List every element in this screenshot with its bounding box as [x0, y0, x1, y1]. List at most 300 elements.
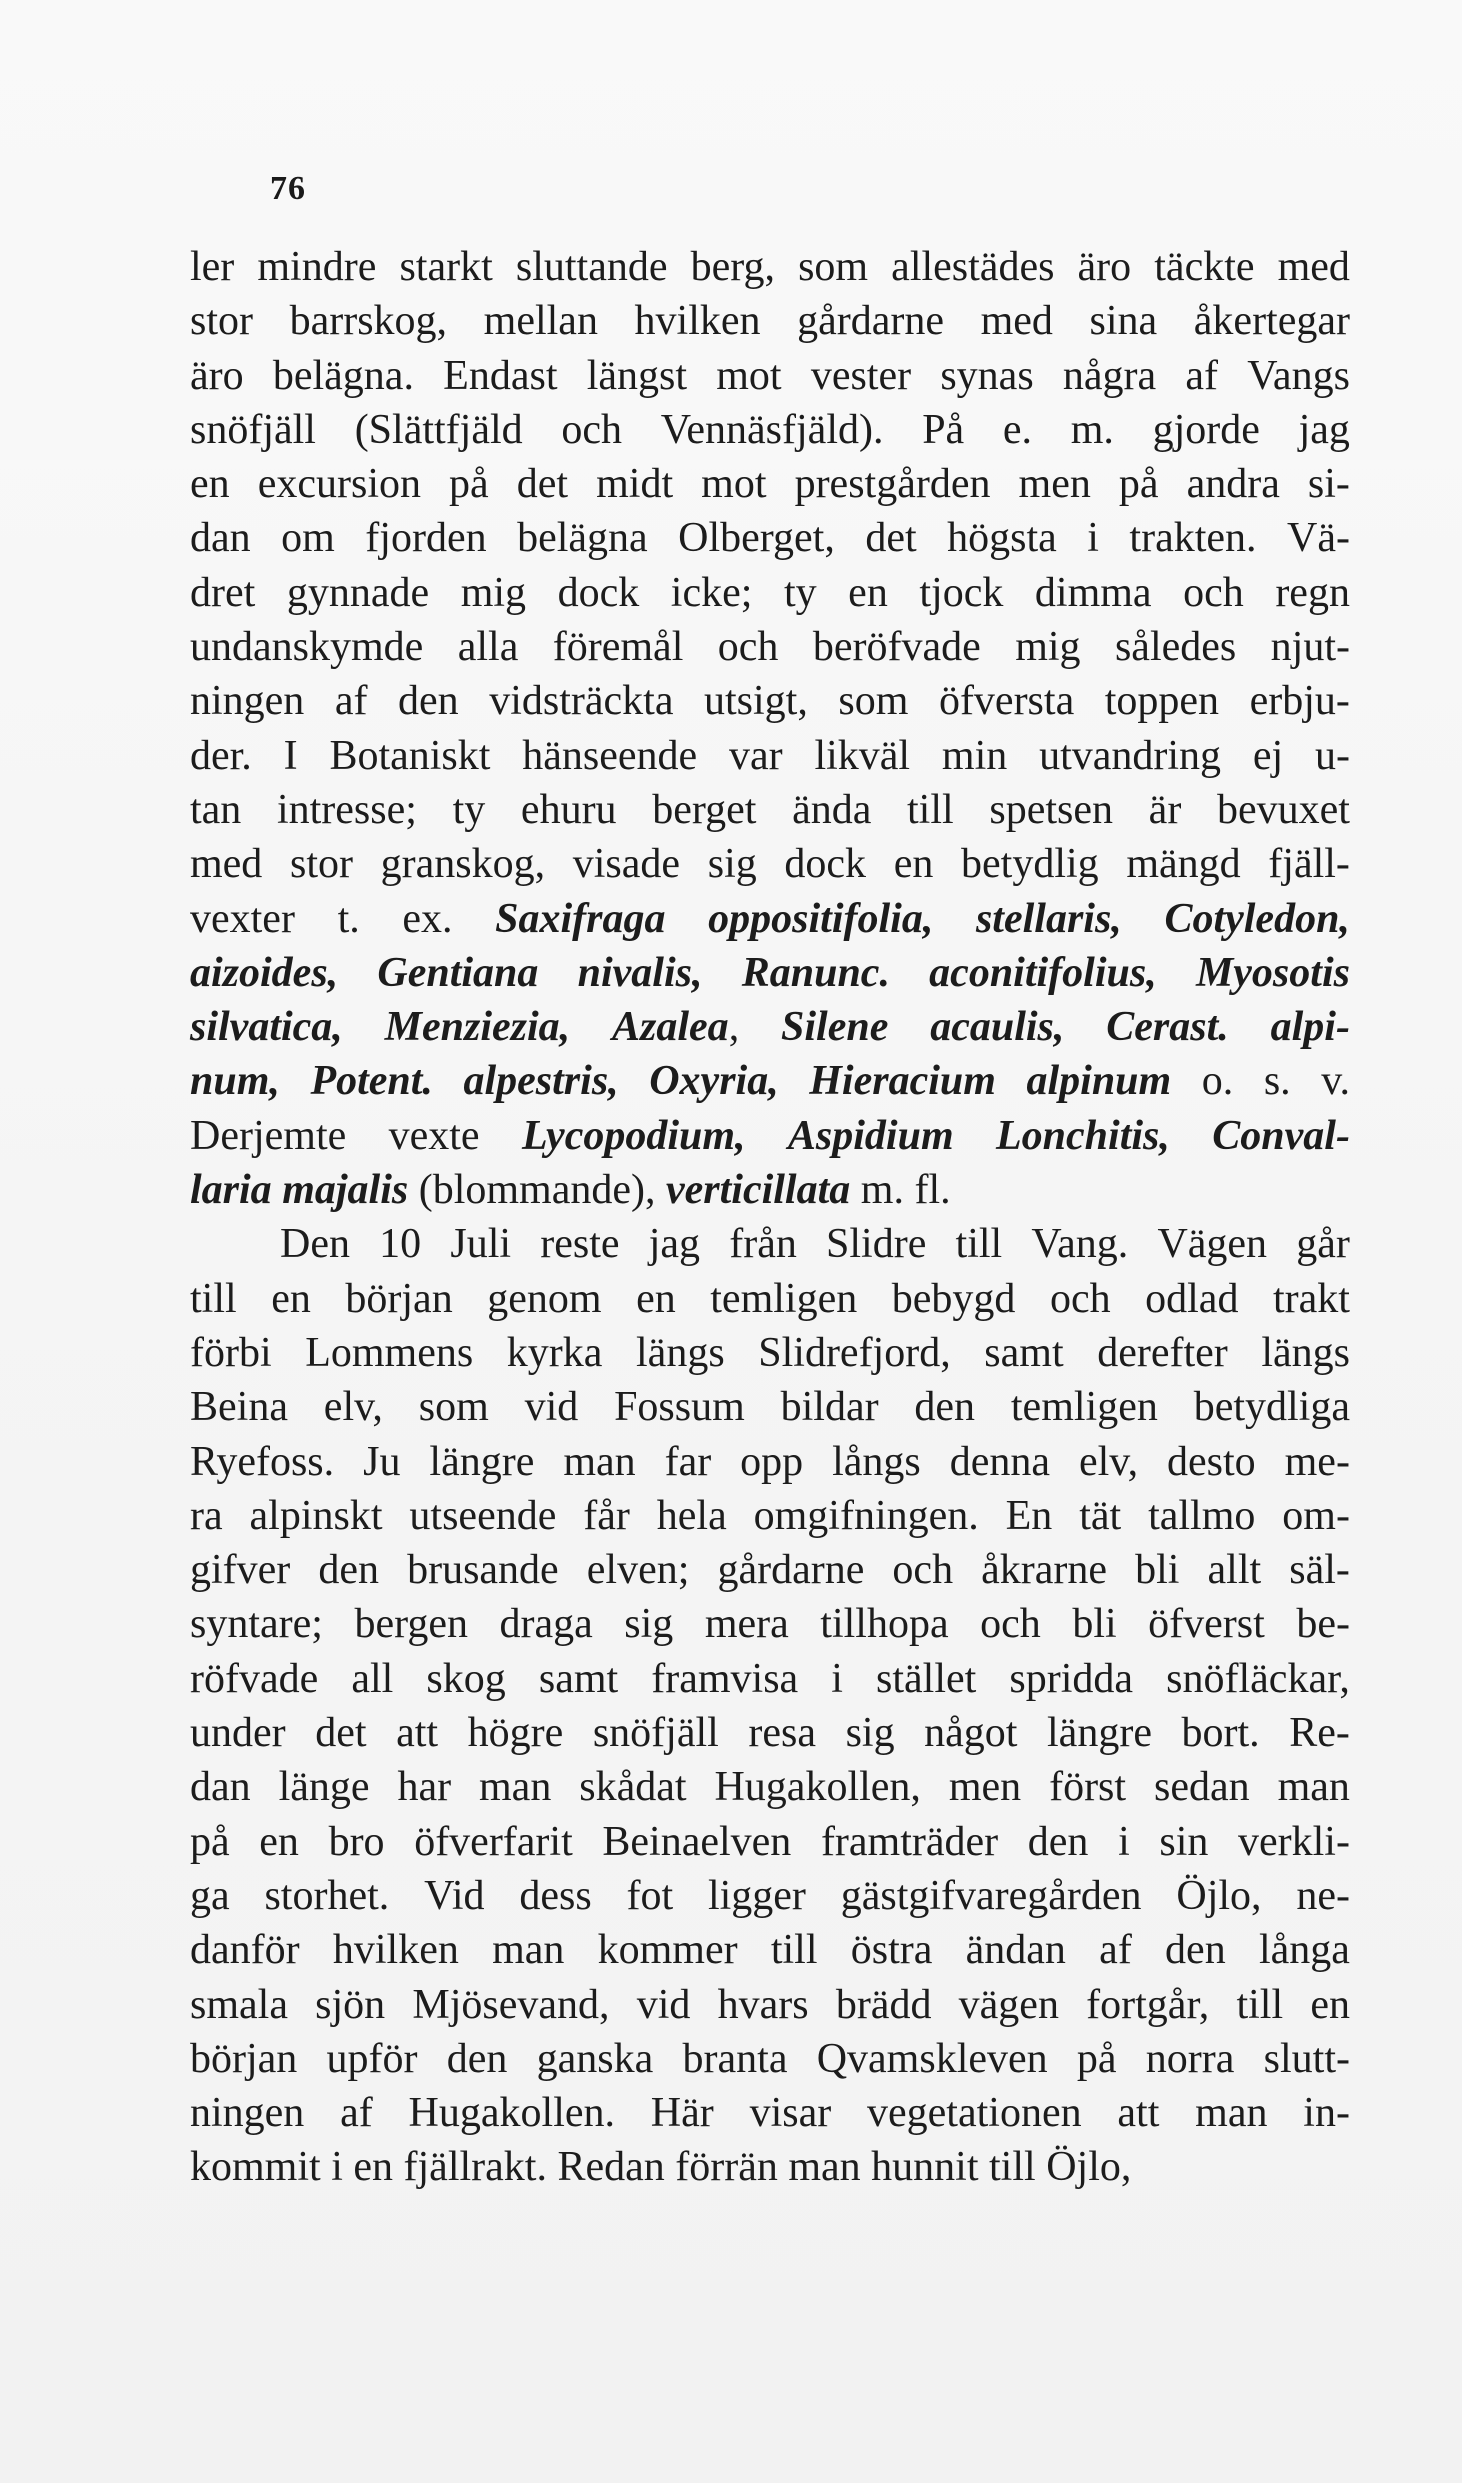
text-word: e.	[1002, 406, 1033, 453]
text-word: 10	[379, 1221, 422, 1268]
text-word: alpinum	[1026, 1058, 1172, 1105]
text-word: Hugakollen.	[408, 2090, 615, 2137]
text-word: röfvade	[190, 1655, 319, 1702]
text-word: brädd	[835, 1981, 932, 2028]
text-word: får	[583, 1492, 630, 1539]
text-word: ligger	[707, 1872, 806, 1919]
text-word: syntare;	[190, 1601, 323, 1648]
text-word: verticillata	[665, 1167, 851, 1214]
text-word: Här	[650, 2090, 714, 2137]
text-word: m.	[860, 1167, 904, 1214]
text-word: längs	[636, 1329, 725, 1376]
text-word: kommer	[597, 1927, 738, 1974]
text-word: bro	[328, 1818, 385, 1865]
text-word: den	[398, 678, 459, 725]
text-word: till	[190, 1275, 237, 1322]
text-word: på	[1076, 2035, 1117, 2082]
text-line	[190, 1760, 1350, 1814]
text-word: dock	[557, 569, 640, 616]
text-word: derefter	[1097, 1329, 1228, 1376]
text-word: sina	[1089, 298, 1158, 345]
text-word: hunnit	[871, 2144, 979, 2191]
text-line	[190, 674, 1350, 728]
text-word: andra	[1186, 461, 1280, 508]
text-word: om-	[1282, 1492, 1350, 1539]
text-word: längst	[586, 352, 688, 399]
text-word: danför	[190, 1927, 300, 1974]
text-word: men	[1018, 461, 1091, 508]
text-word: längre	[1047, 1710, 1152, 1757]
text-word: erbju-	[1249, 678, 1350, 725]
text-word: åkertegar	[1193, 298, 1350, 345]
text-word: Hugakollen,	[714, 1764, 921, 1811]
text-word: ty	[783, 569, 817, 616]
text-word: Saxifraga	[495, 895, 666, 942]
text-word: framträder	[820, 1818, 999, 1865]
text-word: sig	[845, 1710, 895, 1757]
text-word: en	[893, 841, 934, 888]
text-word: till	[1236, 1981, 1284, 2028]
text-word: bevuxet	[1216, 786, 1350, 833]
text-word: ej	[1252, 732, 1284, 779]
text-word: bli	[1072, 1601, 1117, 1648]
text-word: som	[798, 244, 869, 290]
text-word: långs	[832, 1438, 921, 1485]
text-word: förbi	[190, 1329, 272, 1376]
text-line	[190, 783, 1350, 837]
text-word: äro	[1077, 244, 1132, 290]
text-word: fjäll-	[1268, 841, 1350, 888]
text-word: alpestris,	[463, 1058, 619, 1105]
text-word: och	[1049, 1275, 1111, 1322]
text-word: ehuru	[520, 786, 617, 833]
text-line	[190, 1380, 1350, 1434]
text-word: Vägen	[1157, 1221, 1268, 1268]
text-word: Oxyria,	[649, 1058, 779, 1105]
text-word: sedan	[1154, 1764, 1250, 1811]
text-word: tjock	[919, 569, 1004, 616]
text-word: en	[1310, 1981, 1350, 2028]
text-word: och	[980, 1601, 1041, 1648]
text-word: gårdarne	[717, 1547, 865, 1594]
text-word: från	[729, 1221, 797, 1268]
text-word: belägna	[517, 515, 648, 562]
text-line	[190, 1543, 1350, 1597]
text-word: Olberget,	[678, 515, 835, 562]
text-word: och	[1183, 569, 1244, 616]
text-word: stället	[876, 1655, 977, 1702]
text-word: snöfläckar,	[1166, 1655, 1350, 1702]
text-word: således	[1114, 624, 1237, 671]
text-word: branta	[682, 2035, 788, 2082]
text-word: all	[351, 1655, 394, 1702]
text-word: tillhopa	[820, 1601, 949, 1648]
text-word: min	[941, 732, 1008, 779]
text-word: stor	[190, 298, 253, 345]
text-word: allt	[1207, 1547, 1262, 1594]
text-word: i	[1118, 1818, 1130, 1865]
text-word: utvandring	[1039, 732, 1222, 779]
text-word: äro	[190, 352, 244, 399]
text-word: midt	[596, 461, 674, 508]
text-line	[190, 1272, 1350, 1326]
text-word: dess	[519, 1872, 592, 1919]
text-word: trakt	[1272, 1275, 1350, 1322]
text-line	[190, 240, 1350, 294]
text-word: Mjösevand,	[412, 1981, 610, 2028]
text-word: fortgår,	[1086, 1981, 1210, 2028]
text-line	[190, 1652, 1350, 1706]
page-number: 76	[270, 170, 306, 207]
text-word: njut-	[1270, 624, 1350, 671]
text-word: toppen	[1104, 678, 1220, 725]
text-word: brusande	[407, 1547, 559, 1594]
text-word: man	[1277, 1764, 1350, 1811]
text-word: Ryefoss.	[190, 1438, 335, 1485]
text-word: spetsen	[989, 786, 1114, 833]
text-word: man	[563, 1438, 636, 1485]
text-word: En	[1005, 1492, 1053, 1539]
text-word: det	[865, 515, 917, 562]
text-word: åkrarne	[981, 1547, 1108, 1594]
text-line	[190, 1597, 1350, 1651]
text-word: betydliga	[1193, 1384, 1350, 1431]
text-word: Den	[280, 1221, 350, 1268]
text-word: dret	[190, 569, 256, 616]
text-word: Menziezia,	[384, 1004, 571, 1051]
text-word: odlad	[1145, 1275, 1239, 1322]
text-word: hvars	[717, 1981, 809, 2028]
text-word: att	[396, 1710, 439, 1757]
text-word: en	[190, 461, 230, 508]
text-word: si-	[1307, 461, 1350, 508]
text-word: utsigt,	[704, 678, 808, 725]
text-word: Beina	[190, 1384, 288, 1431]
text-word: Aspidium	[787, 1112, 954, 1159]
text-word: Derjemte	[190, 1112, 347, 1159]
text-word: vidsträckta	[489, 678, 674, 725]
text-word: Öjlo,	[1046, 2144, 1132, 2191]
text-word: s.	[1263, 1058, 1291, 1105]
text-word: Cotyledon,	[1164, 895, 1350, 942]
text-word: temligen	[1010, 1384, 1158, 1431]
text-word: ne-	[1296, 1872, 1350, 1919]
text-word: berg,	[690, 244, 775, 290]
text-word: om	[281, 515, 335, 562]
text-word: starkt	[399, 244, 493, 290]
text-word: ga	[190, 1872, 230, 1919]
text-line	[190, 1815, 1350, 1869]
text-word: regn	[1275, 569, 1350, 616]
text-word: Vä-	[1287, 515, 1350, 562]
text-word: Slidre	[826, 1221, 927, 1268]
text-word: barrskog,	[289, 298, 448, 345]
text-word: Myosotis	[1195, 949, 1350, 996]
text-word: Juli	[450, 1221, 512, 1268]
text-word: jag	[648, 1221, 701, 1268]
text-word: Azalea,	[612, 1004, 740, 1051]
text-word: belägna.	[272, 352, 414, 399]
text-word: sluttande	[515, 244, 668, 290]
text-word: granskog,	[380, 841, 546, 888]
text-word: alla	[457, 624, 519, 671]
text-word: och	[717, 624, 779, 671]
text-word: Qvamskleven	[816, 2035, 1048, 2082]
text-word: sig	[624, 1601, 674, 1648]
text-word: alpi-	[1270, 1004, 1350, 1051]
text-word: Hieracium	[809, 1058, 996, 1105]
text-word: m.	[1070, 406, 1114, 453]
text-line	[190, 1326, 1350, 1380]
text-word: majalis	[282, 1167, 409, 1214]
text-word: reste	[540, 1221, 620, 1268]
text-word: mot	[701, 461, 767, 508]
text-word: ningen	[190, 2090, 305, 2137]
text-line	[190, 1000, 1350, 1054]
text-word: t.	[337, 895, 360, 942]
text-word: aconitifolius,	[929, 949, 1157, 996]
text-word: östra	[850, 1927, 933, 1974]
text-word: synas	[940, 352, 1034, 399]
text-word: ändan	[965, 1927, 1066, 1974]
text-word: mot	[716, 352, 782, 399]
text-word: dimma	[1034, 569, 1152, 616]
text-word: till	[907, 786, 954, 833]
text-word: opp	[740, 1438, 804, 1485]
text-word: det	[315, 1710, 367, 1757]
text-word: under	[190, 1710, 286, 1757]
text-word: visar	[749, 2090, 832, 2137]
text-word: ningen	[190, 678, 305, 725]
text-word: omgifningen.	[753, 1492, 979, 1539]
text-line	[190, 566, 1350, 620]
text-word: det	[516, 461, 569, 508]
text-word: som	[838, 678, 909, 725]
text-line	[190, 1489, 1350, 1543]
text-word: föremål	[552, 624, 684, 671]
text-word: vegetationen	[867, 2090, 1082, 2137]
text-word: öfverst	[1148, 1601, 1265, 1648]
text-word: likväl	[814, 732, 911, 779]
text-word: högre	[467, 1710, 564, 1757]
text-word: man	[479, 1764, 552, 1811]
text-word: samt	[984, 1329, 1064, 1376]
text-word: gifver	[190, 1547, 291, 1594]
text-word: alpinskt	[249, 1492, 383, 1539]
text-line	[190, 1435, 1350, 1489]
text-word: stellaris,	[975, 895, 1122, 942]
text-word: kommit	[190, 2144, 321, 2191]
text-word: berget	[652, 786, 757, 833]
text-word: af	[1185, 352, 1219, 399]
text-word: vid	[636, 1981, 691, 2028]
text-word: hvilken	[634, 298, 761, 345]
text-word: man	[1195, 2090, 1268, 2137]
text-word: man	[492, 1927, 565, 1974]
text-word: med	[190, 841, 263, 888]
text-word: några	[1062, 352, 1157, 399]
text-word: spridda	[1009, 1655, 1134, 1702]
text-line	[190, 349, 1350, 403]
text-word: vexter	[190, 895, 295, 942]
text-word: framvisa	[651, 1655, 799, 1702]
text-line	[190, 1217, 1350, 1271]
text-word: o.	[1201, 1058, 1234, 1105]
text-word: mellan	[483, 298, 598, 345]
text-word: betydlig	[961, 841, 1099, 888]
text-word: upför	[326, 2035, 418, 2082]
text-word: storhet.	[264, 1872, 390, 1919]
text-line	[190, 620, 1350, 674]
text-word: bildar	[780, 1384, 879, 1431]
text-word: öfversta	[938, 678, 1075, 725]
text-word: den	[914, 1384, 976, 1431]
text-word: snöfjäll	[190, 406, 316, 453]
text-word: v.	[1321, 1058, 1350, 1105]
text-word: mindre	[257, 244, 377, 290]
text-word: beröfvade	[812, 624, 981, 671]
text-word: excursion	[257, 461, 421, 508]
text-word: På	[922, 406, 965, 453]
text-word: Silene	[781, 1004, 889, 1051]
text-word: är	[1148, 786, 1182, 833]
text-word: ända	[792, 786, 872, 833]
text-word: fot	[626, 1872, 674, 1919]
text-word: u-	[1314, 732, 1350, 779]
text-word: (Slättfjäld	[354, 406, 523, 453]
text-word: till	[770, 1927, 818, 1974]
text-word: fl.	[914, 1167, 951, 1214]
text-word: Vid	[424, 1872, 485, 1919]
text-word: temligen	[710, 1275, 858, 1322]
text-word: genom	[487, 1275, 602, 1322]
text-word: Re-	[1289, 1710, 1350, 1757]
text-word: förrän	[675, 2144, 778, 2191]
text-word: hvilken	[332, 1927, 459, 1974]
text-line	[190, 1109, 1350, 1163]
text-word: var	[729, 732, 783, 779]
text-word: elv,	[1078, 1438, 1139, 1485]
body-text	[190, 240, 1350, 2195]
text-word: som	[418, 1384, 489, 1431]
text-word: laria	[190, 1167, 272, 1214]
text-word: den	[1165, 1927, 1226, 1974]
text-word: gårdarne	[797, 298, 945, 345]
text-word: vexte	[388, 1112, 480, 1159]
text-line	[190, 837, 1350, 891]
text-word: en	[353, 2144, 394, 2191]
text-word: en	[848, 569, 888, 616]
text-word: början	[190, 2035, 298, 2082]
text-line	[190, 1869, 1350, 1923]
text-word: Conval-	[1212, 1112, 1350, 1159]
text-word: norra	[1145, 2035, 1235, 2082]
text-word: gjorde	[1152, 406, 1260, 453]
text-word: slutt-	[1263, 2035, 1350, 2082]
text-word: bort.	[1181, 1710, 1260, 1757]
text-line	[190, 1054, 1350, 1108]
text-word: Lommens	[305, 1329, 474, 1376]
text-word: kyrka	[506, 1329, 603, 1376]
text-word: sin	[1159, 1818, 1209, 1865]
text-word: intresse;	[276, 786, 417, 833]
text-word: en	[271, 1275, 311, 1322]
text-word: fjällrakt.	[403, 2144, 547, 2191]
text-word: den	[1027, 1818, 1089, 1865]
text-word: smala	[190, 1981, 288, 2028]
text-word: Potent.	[310, 1058, 433, 1105]
text-word: fjorden	[365, 515, 487, 562]
text-word: Vangs	[1247, 352, 1350, 399]
text-word: öfverfarit	[414, 1818, 573, 1865]
text-word: far	[664, 1438, 712, 1485]
text-word: har	[397, 1764, 452, 1811]
text-word: Endast	[443, 352, 558, 399]
text-word: icke;	[670, 569, 753, 616]
text-word: draga	[499, 1601, 593, 1648]
text-word: prestgården	[794, 461, 991, 508]
text-word: och	[561, 406, 623, 453]
text-word: med	[980, 298, 1053, 345]
text-line	[190, 892, 1350, 946]
text-word: Redan	[557, 2144, 665, 2191]
text-word: mängd	[1126, 841, 1241, 888]
text-line	[190, 2140, 1350, 2194]
text-line	[190, 1163, 1350, 1217]
text-word: elv,	[323, 1384, 383, 1431]
text-word: man	[788, 2144, 861, 2191]
text-word: längs	[1261, 1329, 1350, 1376]
text-word: Ranunc.	[741, 949, 890, 996]
text-word: dan	[190, 515, 251, 562]
text-word: länge	[278, 1764, 370, 1811]
text-line	[190, 729, 1350, 783]
text-word: Gentiana	[377, 949, 539, 996]
text-word: jag	[1298, 406, 1350, 453]
text-word: längre	[429, 1438, 535, 1485]
text-word: Cerast.	[1106, 1004, 1229, 1051]
text-word: början	[345, 1275, 453, 1322]
text-word: en	[259, 1818, 299, 1865]
text-word: ex.	[402, 895, 453, 942]
text-word: vägen	[958, 1981, 1059, 2028]
text-word: bergen	[354, 1601, 468, 1648]
text-word: sjön	[315, 1981, 386, 2028]
text-word: säl-	[1289, 1547, 1350, 1594]
text-word: ganska	[536, 2035, 654, 2082]
text-word: trakten.	[1129, 515, 1257, 562]
text-word: visade	[572, 841, 681, 888]
text-word: denna	[949, 1438, 1051, 1485]
text-word: långa	[1258, 1927, 1350, 1974]
text-word: dan	[190, 1764, 251, 1811]
text-word: der.	[190, 732, 252, 779]
text-word: vester	[810, 352, 912, 399]
text-word: Vang.	[1031, 1221, 1129, 1268]
text-line	[190, 2032, 1350, 2086]
text-word: resa	[748, 1710, 816, 1757]
text-word: att	[1117, 2090, 1160, 2137]
text-word: bebygd	[891, 1275, 1016, 1322]
text-line	[190, 1706, 1350, 1760]
text-word: silvatica,	[190, 1004, 343, 1051]
text-word: något	[924, 1710, 1018, 1757]
text-word: gynnade	[286, 569, 430, 616]
text-word: mig	[460, 569, 527, 616]
text-word: vid	[524, 1384, 579, 1431]
text-word: in-	[1303, 2090, 1350, 2137]
text-line	[190, 403, 1350, 457]
